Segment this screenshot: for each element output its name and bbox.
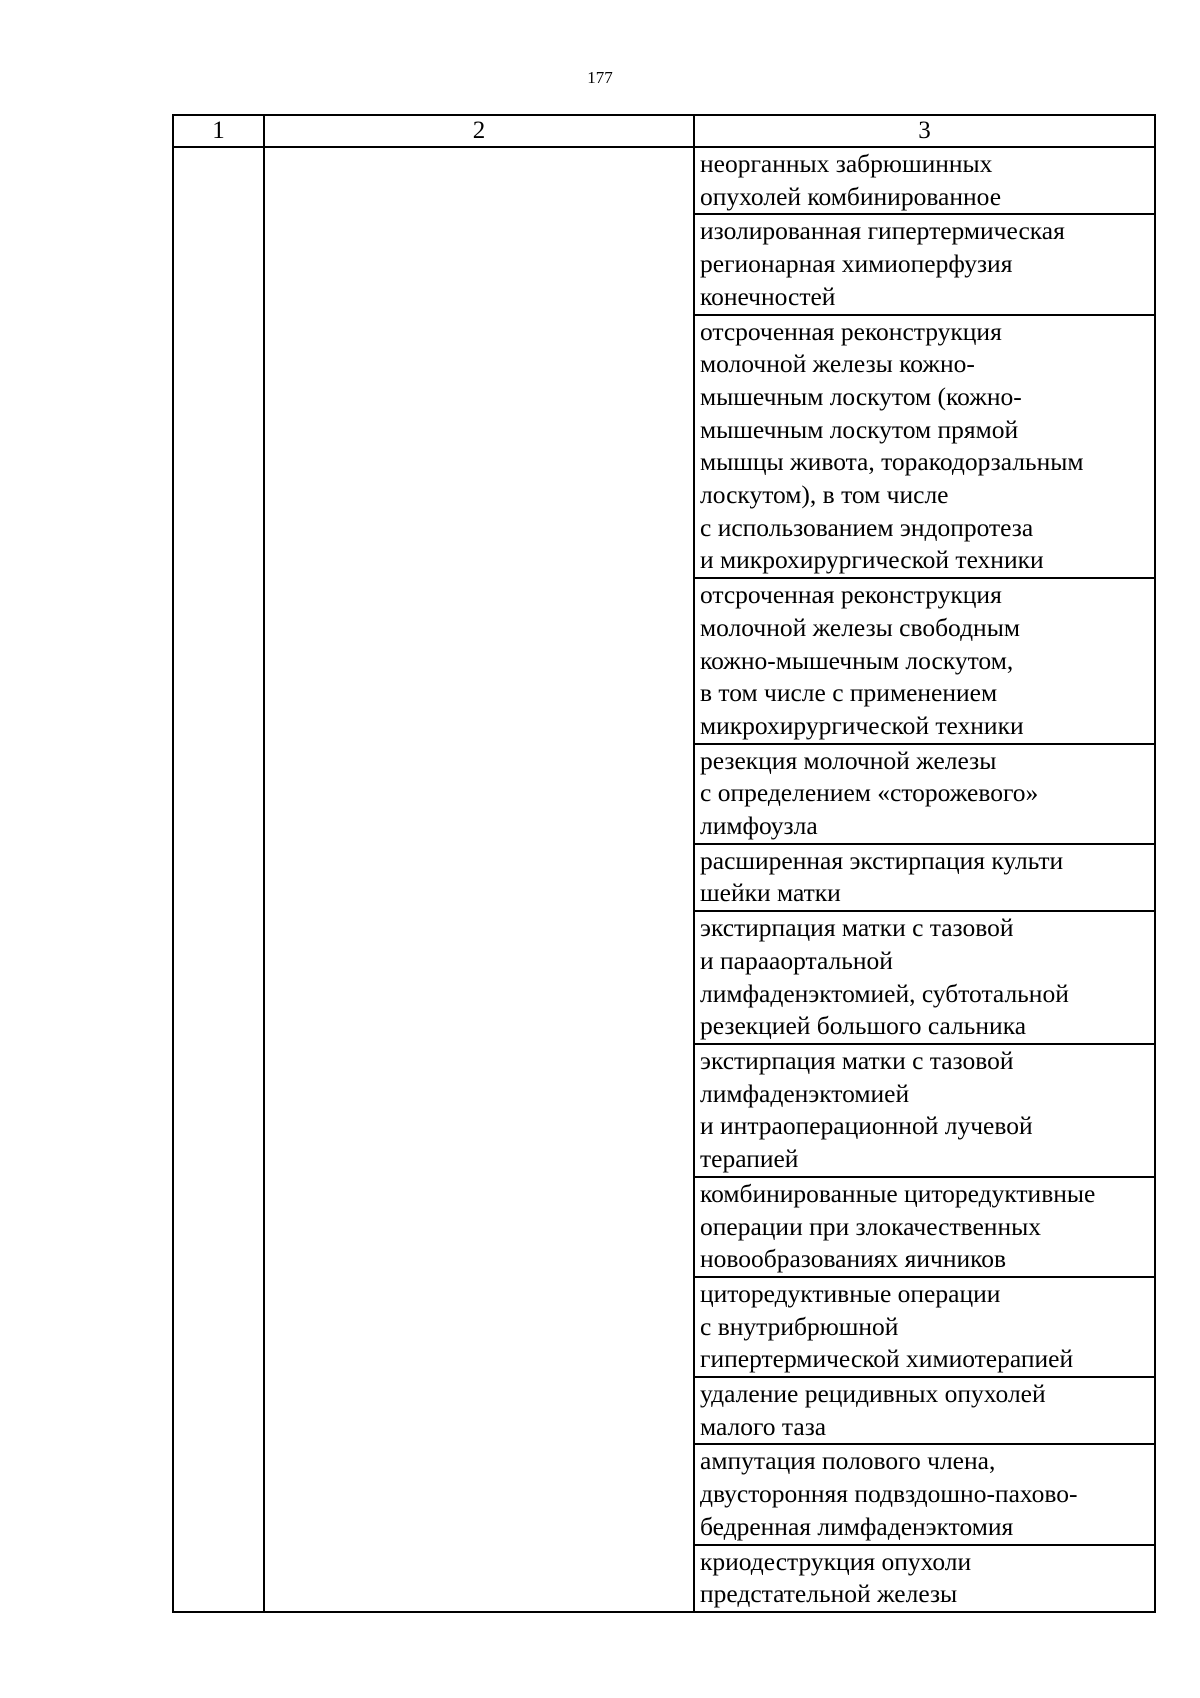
- procedure-entry: [695, 1445, 1154, 1545]
- column-header-3: 3: [694, 115, 1155, 147]
- procedure-text-line: терапией: [700, 1144, 799, 1174]
- procedure-entry: [695, 845, 1154, 912]
- procedure-text-line: двусторонняя подвздошно-пахово-: [700, 1479, 1078, 1509]
- procedure-entry: [695, 579, 1154, 745]
- procedure-text-line: в том числе с применением: [700, 678, 998, 708]
- column-2-cell: [264, 147, 694, 1612]
- procedure-text-line: операции при злокачественных: [700, 1211, 1041, 1241]
- procedure-text-line: новообразованиях яичников: [700, 1244, 1007, 1274]
- procedure-text-line: предстательной железы: [700, 1579, 958, 1609]
- procedure-text-line: циторедуктивные операции: [700, 1278, 1001, 1308]
- procedure-entry: [695, 912, 1154, 1045]
- procedure-entry: [695, 316, 1154, 580]
- procedure-text-line: экстирпация матки с тазовой: [700, 1045, 1014, 1075]
- procedure-text-line: комбинированные циторедуктивные: [700, 1178, 1096, 1208]
- procedure-entry: [695, 148, 1154, 215]
- procedure-text-line: гипертермической химиотерапией: [700, 1344, 1074, 1374]
- procedure-text-line: резекция молочной железы: [700, 745, 997, 775]
- procedure-text-line: мышечным лоскутом (кожно-: [700, 381, 1022, 411]
- table-body-row: [173, 147, 1155, 1612]
- procedure-text-line: лимфоузла: [700, 811, 818, 841]
- procedures-table: [172, 114, 1156, 1613]
- procedure-text-line: отсроченная реконструкция: [700, 580, 1002, 610]
- procedure-text-line: резекцией большого сальника: [700, 1011, 1027, 1041]
- procedure-text-line: мышцы живота, торакодорзальным: [700, 447, 1084, 477]
- procedure-text-line: неорганных забрюшинных: [700, 149, 993, 178]
- procedure-entry: [695, 215, 1154, 315]
- procedure-text-line: опухолей комбинированное: [700, 181, 1002, 211]
- procedure-text-line: кожно-мышечным лоскутом,: [700, 645, 1014, 675]
- procedure-text-line: расширенная экстирпация культи: [700, 845, 1064, 875]
- page-number: 177: [587, 68, 613, 87]
- procedure-text-line: и парааортальной: [700, 945, 893, 975]
- procedure-entry: [695, 1045, 1154, 1178]
- procedure-text-line: шейки матки: [700, 878, 841, 908]
- procedure-text-line: и микрохирургической техники: [700, 545, 1044, 575]
- procedure-entry: [695, 1378, 1154, 1445]
- column-header-2: 2: [264, 115, 694, 147]
- column-header-1: 1: [173, 115, 264, 147]
- procedure-text-line: с определением «сторожевого»: [700, 778, 1039, 808]
- procedure-text-line: лимфаденэктомией: [700, 1078, 910, 1108]
- procedure-text-line: регионарная химиоперфузия: [700, 249, 1013, 279]
- procedure-entry: [695, 1178, 1154, 1278]
- column-3-cell: [694, 147, 1155, 1612]
- procedure-text-line: с использованием эндопротеза: [700, 512, 1034, 542]
- procedure-text-line: микрохирургической техники: [700, 710, 1024, 740]
- procedure-entry: [695, 745, 1154, 845]
- procedure-text-line: мышечным лоскутом прямой: [700, 414, 1019, 444]
- table-header-row: [173, 115, 1155, 147]
- procedure-text-line: экстирпация матки с тазовой: [700, 913, 1014, 943]
- procedure-text-line: ампутация полового члена,: [700, 1446, 996, 1476]
- procedure-text-line: малого таза: [700, 1411, 827, 1441]
- procedure-text-line: лоскутом), в том числе: [700, 480, 949, 510]
- procedure-text-line: отсроченная реконструкция: [700, 316, 1002, 346]
- procedure-text-line: и интраоперационной лучевой: [700, 1111, 1033, 1141]
- procedure-text-line: бедренная лимфаденэктомия: [700, 1511, 1014, 1541]
- procedure-text-line: лимфаденэктомией, субтотальной: [700, 978, 1069, 1008]
- procedure-entry: [695, 1546, 1154, 1611]
- procedure-text-line: криодеструкция опухоли: [700, 1546, 972, 1576]
- procedure-text-line: с внутрибрюшной: [700, 1311, 899, 1341]
- procedure-text-line: изолированная гипертермическая: [700, 216, 1065, 246]
- procedure-text-line: удаление рецидивных опухолей: [700, 1379, 1046, 1409]
- column-1-cell: [173, 147, 264, 1612]
- procedure-text-line: молочной железы кожно-: [700, 349, 975, 379]
- procedure-text-line: конечностей: [700, 281, 836, 311]
- procedure-entry: [695, 1278, 1154, 1378]
- procedure-text-line: молочной железы свободным: [700, 612, 1020, 642]
